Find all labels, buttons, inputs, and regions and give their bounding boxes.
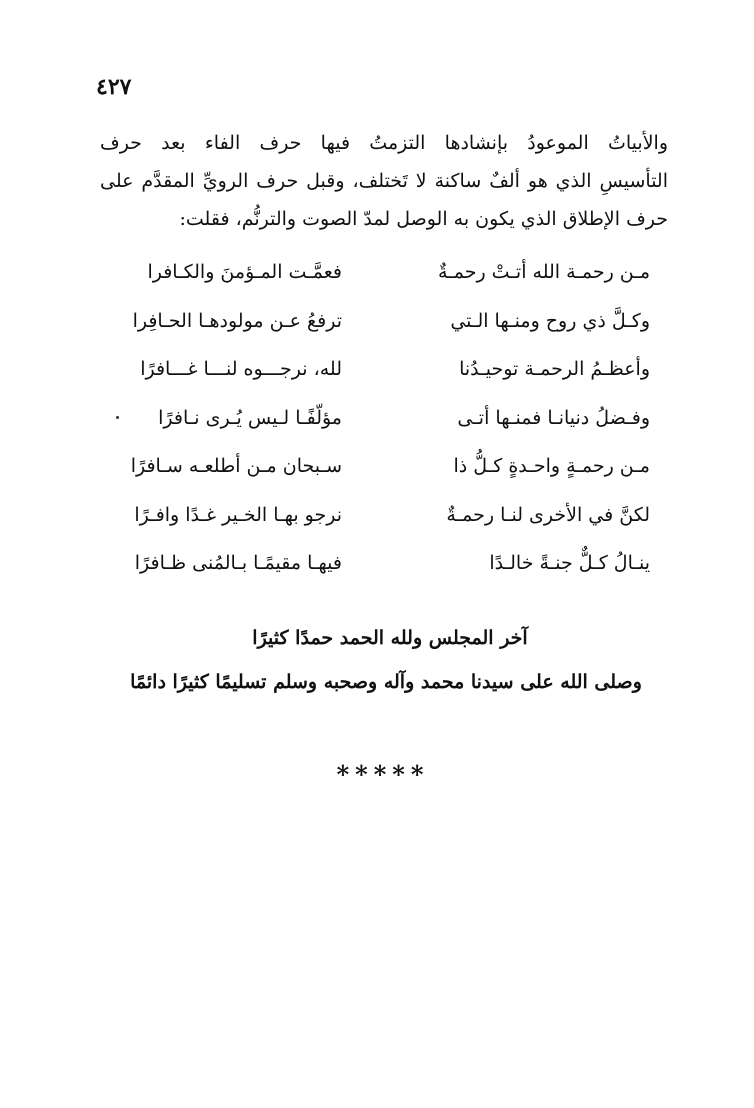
verse-second-hemistich: نرجو بهـا الخـير غـدًا وافـرًا [134,503,342,526]
verse-second-hemistich: ترفعُ عـن مولودهـا الحـافِرا [132,309,342,332]
poem-verse [110,442,650,491]
verse-first-hemistich: لكنَّ في الأخرى لنـا رحمـةٌ [446,503,650,526]
poem-verse [110,491,650,540]
prose-line: حرف الإطلاق الذي يكون به الوصل لمدّ الصوت والترنُّم، فقلت: [179,208,668,230]
verse-second-hemistich: سـبحان مـن أطلعـه سـافرًا [130,455,342,478]
verse-first-hemistich: مـن رحمـة الله أتـتْ رحمـةٌ [437,261,650,284]
verse-first-hemistich: وأعظـمُ الرحمـة توحيـدُنا [459,358,650,381]
verse-first-hemistich: ينـالُ كـلٌّ جنـةً خالـدًا [489,552,650,575]
verse-second-hemistich: فيهـا مقيمًـا بـالمُنى ظـافرًا [134,552,342,575]
verse-first-hemistich: وفـضلُ دنيانـا فمنـها أتـى [457,406,650,429]
prose-line: التأسيسِ الذي هو ألفٌ ساكنة لا تَختلف، وقبل حرف الرويِّ المقدَّم على [100,170,668,192]
section-divider-stars: ***** [336,760,430,789]
verse-second-hemistich: فعمَّـت المـؤمنَ والكـافرا [147,261,342,284]
scan-speck [116,416,119,419]
prose-paragraph [100,124,668,238]
closing-line: وصلى الله على سيدنا محمد وآله وصحبه وسلم تسليمًا كثيرًا دائمًا [130,671,642,693]
poem-verse [110,539,650,588]
poem-verse [110,248,650,297]
poem-verse [110,394,650,443]
poem [110,248,650,588]
verse-second-hemistich: لله، نرجـــوه لنـــا غـــافرًا [140,358,342,381]
closing-colophon [0,616,754,704]
poem-verse [110,297,650,346]
verse-first-hemistich: مـن رحمـةٍ واحـدةٍ كـلُّ ذا [453,455,650,478]
verse-second-hemistich: مؤلّفًـا لـيس يُـرى نـافرًا [158,406,342,429]
closing-line: آخر المجلس ولله الحمد حمدًا كثيرًا [252,627,528,649]
prose-line: والأبياتُ الموعودُ بإنشادها التزمتُ فيها حرف الفاء بعد حرف [100,132,668,154]
page-number: ٤٢٧ [96,74,132,100]
verse-first-hemistich: وكـلَّ ذي روح ومنـها الـتي [450,309,650,332]
poem-verse [110,345,650,394]
